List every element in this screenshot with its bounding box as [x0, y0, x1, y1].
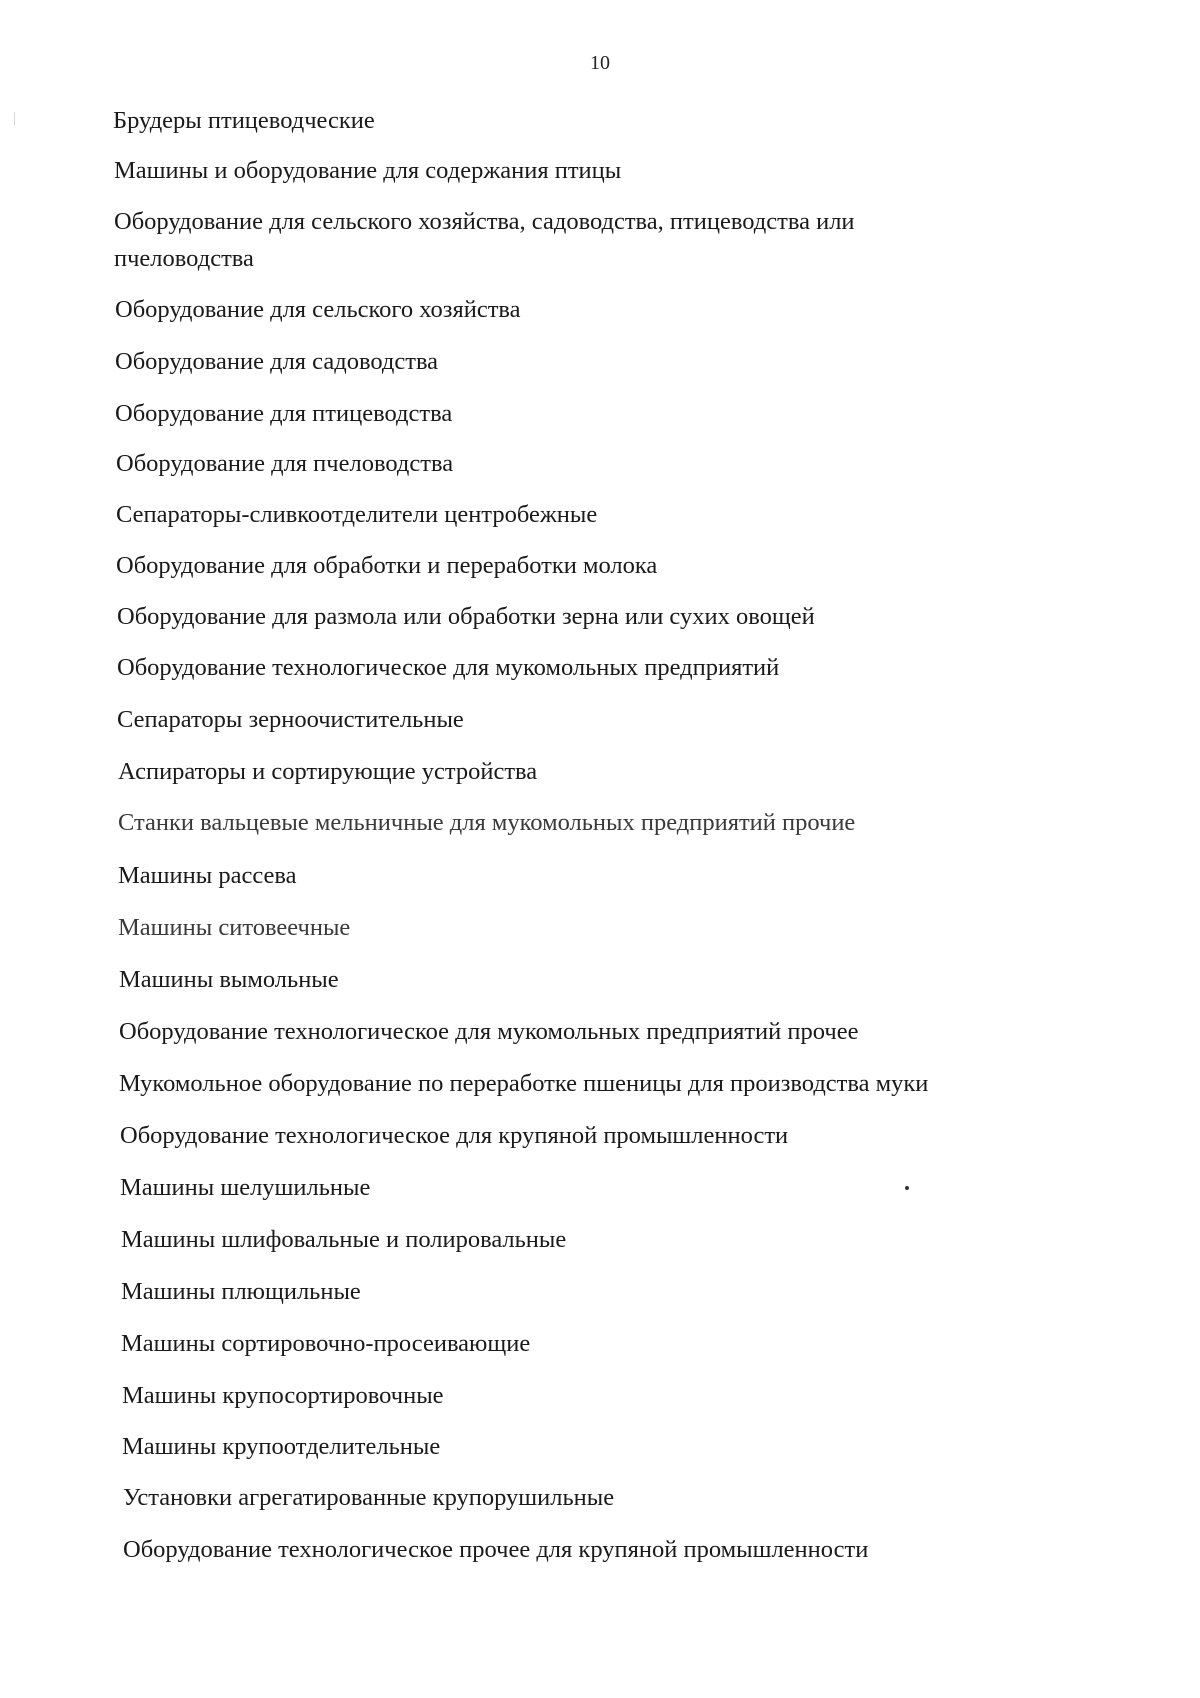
list-item: Оборудование технологическое для мукомольных предприятий — [117, 654, 780, 681]
list-item: Машины сортировочно-просеивающие — [121, 1330, 531, 1357]
list-item: Машины крупосортировочные — [122, 1382, 444, 1409]
scan-speck — [905, 1186, 909, 1190]
list-item: Машины шелушильные — [120, 1174, 371, 1201]
list-item: Брудеры птицеводческие — [113, 107, 375, 134]
list-item: Машины вымольные — [119, 966, 339, 993]
list-item: Машины ситовеечные — [118, 914, 351, 941]
list-item: Оборудование технологическое прочее для крупяной промышленности — [123, 1536, 869, 1563]
list-item: Машины и оборудование для содержания птицы — [114, 157, 622, 184]
list-item: Оборудование для сельского хозяйства — [115, 296, 521, 323]
list-item: Машины шлифовальные и полировальные — [121, 1226, 567, 1253]
list-item: Станки вальцевые мельничные для мукомольных предприятий прочие — [118, 809, 856, 836]
list-item: Оборудование для пчеловодства — [116, 450, 454, 477]
list-item: Оборудование для садоводства — [115, 348, 439, 375]
list-item: Мукомольное оборудование по переработке пшеницы для производства муки — [119, 1070, 929, 1097]
list-item: Оборудование для птицеводства — [115, 400, 453, 427]
list-item: Машины плющильные — [121, 1278, 361, 1305]
list-item: Машины крупоотделительные — [122, 1433, 441, 1460]
list-item: Оборудование для сельского хозяйства, садоводства, птицеводства или пчеловодства — [114, 208, 855, 272]
list-item: Оборудование технологическое для мукомольных предприятий прочее — [119, 1018, 859, 1045]
list-item: Оборудование для обработки и переработки молока — [116, 552, 658, 579]
page-number: 10 — [590, 52, 610, 74]
list-item: Сепараторы зерноочистительные — [117, 706, 464, 733]
list-item: Установки агрегатированные крупорушильные — [123, 1484, 615, 1511]
list-item: Оборудование технологическое для крупяной промышленности — [120, 1122, 789, 1149]
list-item: Аспираторы и сортирующие устройства — [118, 758, 538, 785]
list-item: Оборудование для размола или обработки зерна или сухих овощей — [117, 603, 815, 630]
list-item: Сепараторы-сливкоотделители центробежные — [116, 501, 598, 528]
list-item: Машины рассева — [118, 862, 297, 889]
